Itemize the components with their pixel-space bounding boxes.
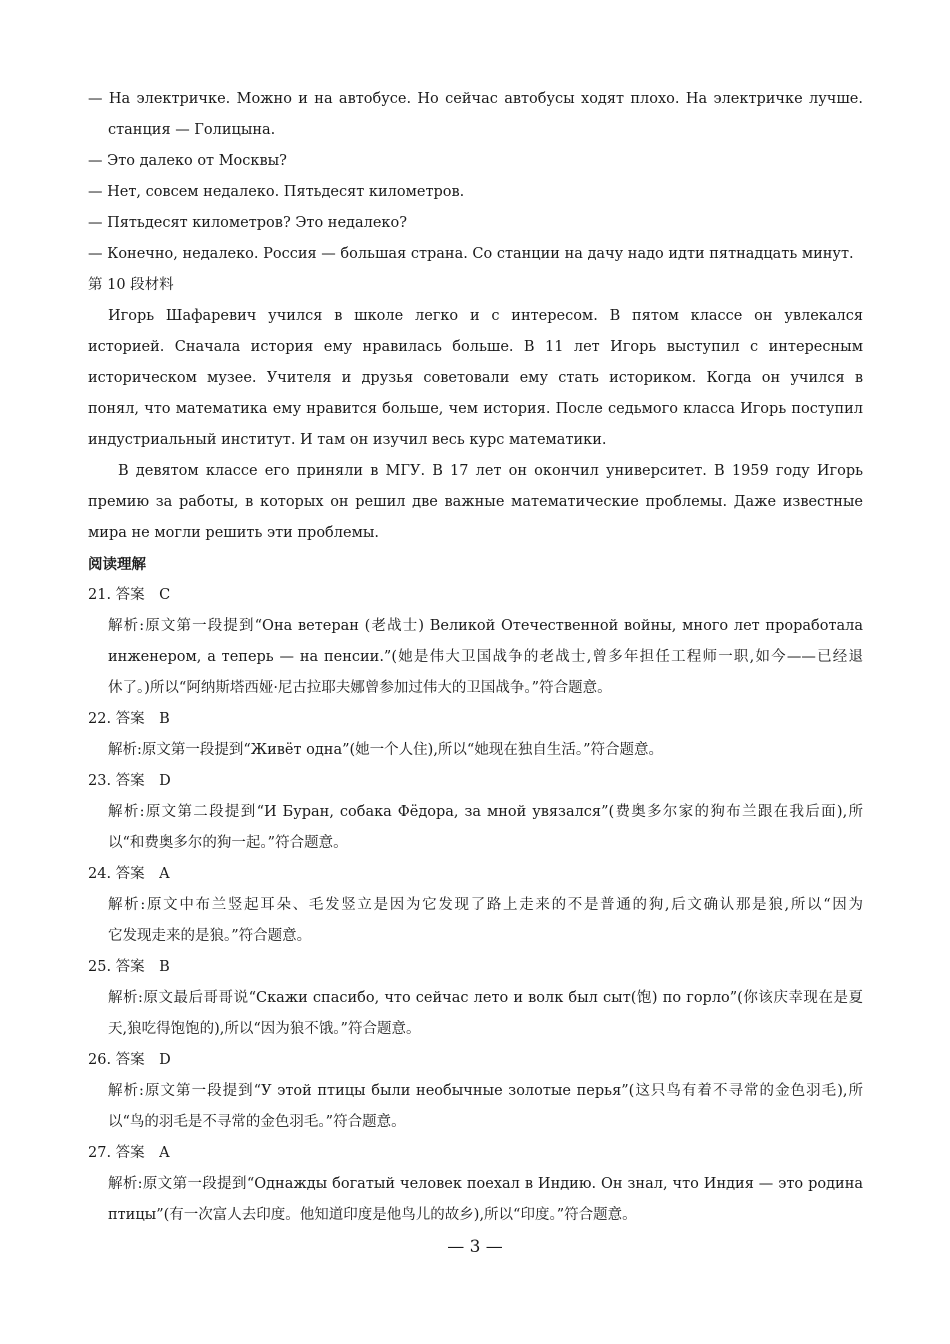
analysis-line: 天,狼吃得饱饱的),所以“因为狼不饿。”符合题意。 — [108, 1021, 421, 1037]
answer-item-25 — [88, 952, 863, 1045]
dialogue-line: — Пятьдесят километров? Это недалеко? — [88, 215, 407, 231]
answer-item-24 — [88, 859, 863, 952]
analysis-line: 解析:原文第一段提到“Она ветеран (老战士) Великой Отечественной войны, много лет проработала — [108, 618, 863, 634]
dialogue-line: — На электричке. Можно и на автобусе. Но сейчас автобусы ходят плохо. На электричке лучше. — [88, 91, 863, 107]
answer-label: 24. 答案 A — [88, 866, 170, 882]
section-title: 阅读理解 — [88, 556, 146, 573]
answer-item-23 — [88, 766, 863, 859]
paragraph-line: В девятом классе его приняли в МГУ. В 17 лет он окончил университет. В 1959 году Игорь — [118, 463, 863, 479]
analysis-line: 解析:原文第一段提到“Однажды богатый человек поехал в Индию. Он знал, что Индия — это родина — [108, 1176, 863, 1192]
analysis-line: 休了。)所以“阿纳斯塔西娅·尼古拉耶夫娜曾参加过伟大的卫国战争。”符合题意。 — [108, 680, 612, 696]
analysis-line: птицы”(有一次富人去印度。他知道印度是他鸟儿的故乡),所以“印度。”符合题意。 — [108, 1207, 637, 1223]
answer-label: 25. 答案 B — [88, 959, 170, 975]
section-10 — [88, 270, 863, 549]
dialogue-line: — Нет, совсем недалеко. Пятьдесят километров. — [88, 184, 465, 200]
dialogue-block — [88, 84, 863, 270]
analysis-line: 以“鸟的羽毛是不寻常的金色羽毛。”符合题意。 — [108, 1114, 406, 1130]
answer-item-26 — [88, 1045, 863, 1138]
analysis-line: 解析:原文最后哥哥说“Скажи спасибо, что сейчас лето и волк был сыт(饱) по горло”(你该庆幸现在是夏 — [108, 990, 863, 1006]
dialogue-line-continuation: станция — Голицына. — [108, 122, 276, 138]
answer-label: 27. 答案 A — [88, 1145, 170, 1161]
paragraph-line: премию за работы, в которых он решил две важные математические проблемы. Даже известные — [88, 494, 863, 510]
paragraph-line: историческом музее. Учителя и друзья советовали ему стать историком. Когда он учился в — [88, 370, 863, 386]
answer-label: 23. 答案 D — [88, 773, 171, 789]
reading-comprehension — [88, 549, 863, 1231]
paragraph — [88, 301, 863, 456]
paragraph-line: историей. Сначала история ему нравилась больше. В 11 лет Игорь выступил с интересным — [88, 339, 863, 355]
analysis-line: 解析:原文第一段提到“Живёт одна”(她一个人住),所以“她现在独自生活。”符合题意。 — [108, 742, 664, 758]
answer-item-22 — [88, 704, 863, 766]
analysis-line: инженером, а теперь — на пенсии.”(她是伟大卫国战争的老战士,曾多年担任工程师一职,如今——已经退 — [108, 649, 863, 665]
analysis-line: 解析:原文第二段提到“И Буран, собака Фёдора, за мной увязался”(费奥多尔家的狗布兰跟在我后面),所 — [108, 804, 863, 820]
analysis-line: 它发现走来的是狼。”符合题意。 — [108, 928, 312, 944]
answer-label: 22. 答案 B — [88, 711, 170, 727]
paragraph-line: понял, что математика ему нравится больше, чем история. После седьмого класса Игорь поступил — [88, 401, 863, 417]
paragraph — [88, 456, 863, 549]
paragraph-line: индустриальный институт. И там он изучил весь курс математики. — [88, 432, 607, 448]
analysis-line: 以“和费奥多尔的狗一起。”符合题意。 — [108, 835, 348, 851]
answer-label: 26. 答案 D — [88, 1052, 171, 1068]
paragraph-line: мира не могли решить эти проблемы. — [88, 525, 379, 541]
analysis-line: 解析:原文中布兰竖起耳朵、毛发竖立是因为它发现了路上走来的不是普通的狗,后文确认那是狼,所以“因为 — [108, 897, 863, 913]
analysis-line: 解析:原文第一段提到“У этой птицы были необычные золотые перья”(这只鸟有着不寻常的金色羽毛),所 — [108, 1083, 863, 1099]
paragraph-line: Игорь Шафаревич учился в школе легко и с интересом. В пятом классе он увлекался — [108, 308, 863, 324]
answer-label: 21. 答案 C — [88, 587, 171, 603]
answer-item-21 — [88, 580, 863, 704]
page-number: — 3 — — [447, 1237, 503, 1257]
dialogue-line: — Это далеко от Москвы? — [88, 153, 287, 169]
section-title: 第 10 段材料 — [88, 277, 174, 293]
dialogue-line: — Конечно, недалеко. Россия — большая страна. Со станции на дачу надо идти пятнадцать минут. — [88, 246, 854, 262]
answer-item-27 — [88, 1138, 863, 1231]
